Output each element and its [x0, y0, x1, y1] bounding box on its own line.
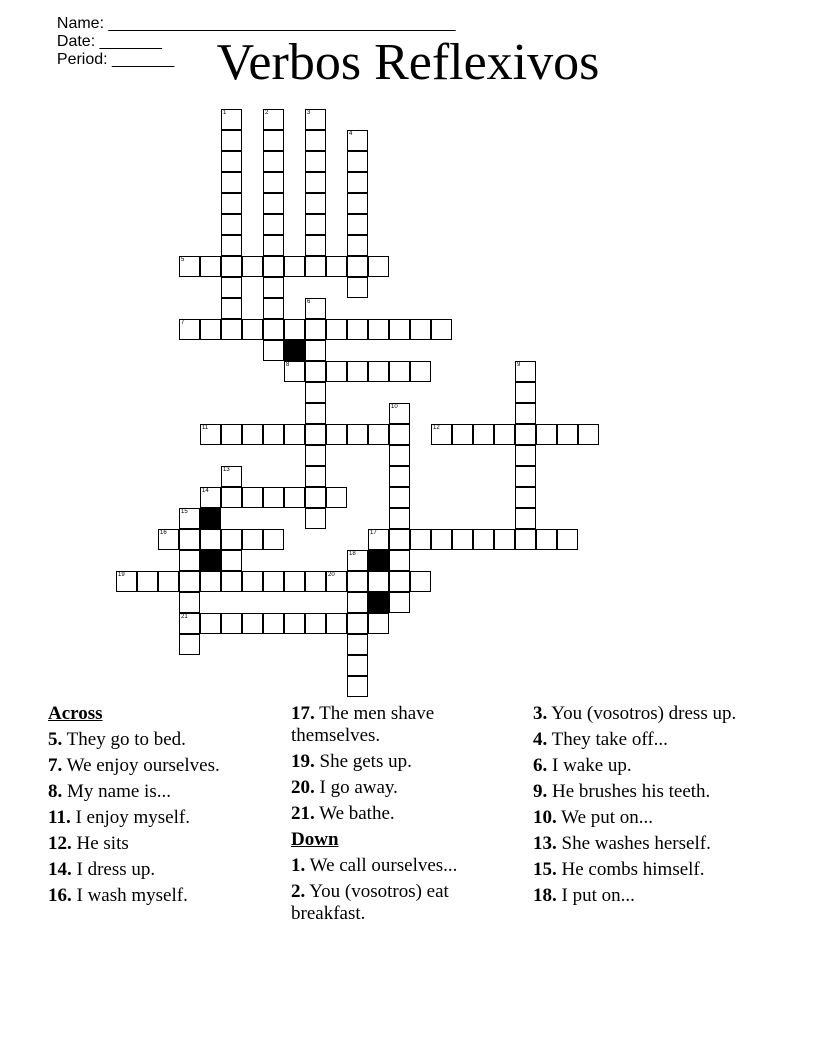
crossword-cell[interactable]: [158, 529, 179, 550]
crossword-cell[interactable]: [221, 613, 242, 634]
cell-number: 21: [181, 614, 188, 620]
crossword-cell[interactable]: [389, 592, 410, 613]
crossword-cell[interactable]: [431, 424, 452, 445]
cell-number: 15: [181, 509, 188, 515]
clue-number: 2.: [291, 881, 306, 902]
crossword-cell[interactable]: [347, 550, 368, 571]
crossword-cell[interactable]: [179, 613, 200, 634]
across-clue-list: [48, 729, 248, 907]
clue-item: [533, 807, 753, 829]
period-field-label: Period: _______: [56, 51, 175, 68]
crossword-cell[interactable]: [452, 424, 473, 445]
crossword-cell[interactable]: [179, 529, 200, 550]
clue-number: 13.: [533, 833, 557, 854]
clue-number: 10.: [533, 807, 557, 828]
clue-text: They take off...: [547, 729, 668, 750]
crossword-cell[interactable]: [557, 529, 578, 550]
clue-number: 5.: [48, 729, 63, 750]
cell-number: 9: [517, 362, 521, 368]
crossword-cell[interactable]: [242, 529, 263, 550]
crossword-cell[interactable]: [305, 109, 326, 130]
crossword-cell[interactable]: [305, 151, 326, 172]
crossword-cell[interactable]: [305, 424, 326, 445]
crossword-cell[interactable]: [263, 319, 284, 340]
clue-text: He combs himself.: [556, 859, 705, 880]
crossword-cell[interactable]: [347, 214, 368, 235]
cell-number: 8: [286, 362, 290, 368]
crossword-cell[interactable]: [221, 193, 242, 214]
crossword-cell[interactable]: [242, 256, 263, 277]
page-title: Verbos Reflexivos: [216, 34, 600, 91]
crossword-cell[interactable]: [221, 529, 242, 550]
crossword-cell[interactable]: [410, 571, 431, 592]
crossword-cell[interactable]: [347, 151, 368, 172]
clue-text: I wake up.: [547, 755, 632, 776]
crossword-cell[interactable]: [494, 529, 515, 550]
crossword-cell[interactable]: [326, 487, 347, 508]
clue-text: We enjoy ourselves.: [62, 755, 220, 776]
clue-item: [48, 755, 248, 777]
crossword-cell[interactable]: [263, 130, 284, 151]
cell-number: 17: [370, 530, 377, 536]
crossword-cell[interactable]: [368, 613, 389, 634]
crossword-cell[interactable]: [347, 361, 368, 382]
crossword-cell[interactable]: [200, 319, 221, 340]
cell-number: 4: [349, 131, 353, 137]
crossword-cell[interactable]: [284, 487, 305, 508]
cell-number: 10: [391, 404, 398, 410]
crossword-cell[interactable]: [473, 529, 494, 550]
clue-text: She gets up.: [314, 751, 412, 772]
cell-number: 13: [223, 467, 230, 473]
crossword-cell[interactable]: [242, 613, 263, 634]
crossword-cell[interactable]: [221, 424, 242, 445]
crossword-cell[interactable]: [242, 487, 263, 508]
crossword-cell[interactable]: [221, 298, 242, 319]
crossword-cell[interactable]: [158, 571, 179, 592]
crossword-cell[interactable]: [326, 319, 347, 340]
crossword-cell[interactable]: [305, 235, 326, 256]
crossword-cell[interactable]: [263, 424, 284, 445]
across-heading: Across: [48, 703, 103, 724]
crossword-cell[interactable]: [431, 529, 452, 550]
crossword-cell[interactable]: [137, 571, 158, 592]
clue-number: 6.: [533, 755, 548, 776]
cell-number: 11: [202, 425, 209, 431]
clue-item: [48, 729, 248, 751]
clue-number: 1.: [291, 855, 306, 876]
cell-number: 20: [328, 572, 335, 578]
clue-item: [48, 885, 248, 907]
crossword-cell[interactable]: [284, 361, 305, 382]
crossword-cell[interactable]: [221, 277, 242, 298]
crossword-cell[interactable]: [515, 529, 536, 550]
clue-text: He sits: [71, 833, 129, 854]
crossword-cell[interactable]: [389, 361, 410, 382]
crossword-cell[interactable]: [242, 571, 263, 592]
crossword-cell[interactable]: [284, 256, 305, 277]
crossword-cell[interactable]: [263, 214, 284, 235]
clue-text: You (vosotros) dress up.: [547, 703, 737, 724]
cell-number: 5: [181, 257, 185, 263]
crossword-cell[interactable]: [515, 508, 536, 529]
crossword-cell[interactable]: [389, 466, 410, 487]
clue-number: 18.: [533, 885, 557, 906]
crossword-cell[interactable]: [263, 613, 284, 634]
crossword-cell[interactable]: [515, 424, 536, 445]
crossword-cell[interactable]: [221, 319, 242, 340]
clue-item: [48, 859, 248, 881]
crossword-cell[interactable]: [557, 424, 578, 445]
clue-item: [291, 803, 501, 825]
crossword-cell[interactable]: [326, 571, 347, 592]
crossword-cell[interactable]: [200, 256, 221, 277]
cell-number: 3: [307, 110, 311, 116]
clue-number: 3.: [533, 703, 548, 724]
crossword-cell[interactable]: [200, 487, 221, 508]
clue-item: [291, 703, 501, 747]
crossword-cell[interactable]: [305, 319, 326, 340]
crossword-cell[interactable]: [347, 613, 368, 634]
clue-text: I enjoy myself.: [70, 807, 190, 828]
crossword-cell[interactable]: [200, 529, 221, 550]
crossword-block-cell: [200, 508, 221, 529]
crossword-cell[interactable]: [263, 529, 284, 550]
crossword-cell[interactable]: [305, 193, 326, 214]
crossword-cell[interactable]: [305, 256, 326, 277]
crossword-cell[interactable]: [221, 256, 242, 277]
crossword-cell[interactable]: [326, 424, 347, 445]
crossword-cell[interactable]: [305, 508, 326, 529]
clue-item: [291, 855, 501, 877]
crossword-cell[interactable]: [326, 256, 347, 277]
crossword-cell[interactable]: [347, 634, 368, 655]
clue-number: 11.: [48, 807, 71, 828]
clue-number: 21.: [291, 803, 315, 824]
clues-column-3: [533, 703, 753, 911]
crossword-cell[interactable]: [179, 256, 200, 277]
clue-number: 7.: [48, 755, 63, 776]
crossword-cell[interactable]: [305, 571, 326, 592]
cell-number: 19: [118, 572, 125, 578]
crossword-block-cell: [368, 592, 389, 613]
clue-item: [291, 751, 501, 773]
crossword-cell[interactable]: [515, 466, 536, 487]
crossword-cell[interactable]: [515, 487, 536, 508]
clue-text: They go to bed.: [62, 729, 186, 750]
crossword-cell[interactable]: [389, 550, 410, 571]
crossword-cell[interactable]: [263, 298, 284, 319]
crossword-cell[interactable]: [389, 319, 410, 340]
crossword-block-cell: [284, 340, 305, 361]
clue-text: I go away.: [314, 777, 398, 798]
crossword-cell[interactable]: [221, 466, 242, 487]
crossword-cell[interactable]: [368, 424, 389, 445]
down-heading: Down: [291, 829, 339, 850]
crossword-cell[interactable]: [305, 487, 326, 508]
crossword-block-cell: [200, 550, 221, 571]
crossword-cell[interactable]: [200, 571, 221, 592]
clue-text: He brushes his teeth.: [547, 781, 711, 802]
crossword-cell[interactable]: [200, 613, 221, 634]
crossword-cell[interactable]: [221, 235, 242, 256]
clue-text: She washes herself.: [556, 833, 711, 854]
clue-text: We bathe.: [314, 803, 395, 824]
clue-item: [291, 777, 501, 799]
crossword-cell[interactable]: [368, 529, 389, 550]
clue-item: [48, 781, 248, 803]
crossword-cell[interactable]: [305, 403, 326, 424]
crossword-cell[interactable]: [389, 424, 410, 445]
crossword-cell[interactable]: [179, 319, 200, 340]
clue-text: We call ourselves...: [305, 855, 458, 876]
clue-number: 4.: [533, 729, 548, 750]
crossword-cell[interactable]: [515, 445, 536, 466]
cell-number: 2: [265, 110, 269, 116]
crossword-cell[interactable]: [221, 571, 242, 592]
clue-item: [48, 833, 248, 855]
clue-item: [533, 885, 753, 907]
crossword-cell[interactable]: [368, 256, 389, 277]
crossword-cell[interactable]: [200, 424, 221, 445]
crossword-cell[interactable]: [263, 340, 284, 361]
clue-number: 9.: [533, 781, 548, 802]
crossword-cell[interactable]: [263, 277, 284, 298]
crossword-cell[interactable]: [179, 508, 200, 529]
clue-item: [533, 703, 753, 725]
crossword-cell[interactable]: [284, 319, 305, 340]
crossword-cell[interactable]: [347, 655, 368, 676]
clue-text: I dress up.: [71, 859, 156, 880]
crossword-cell[interactable]: [305, 466, 326, 487]
cell-number: 14: [202, 488, 209, 494]
crossword-cell[interactable]: [410, 319, 431, 340]
crossword-cell[interactable]: [263, 571, 284, 592]
crossword-cell[interactable]: [242, 424, 263, 445]
crossword-cell[interactable]: [515, 382, 536, 403]
crossword-cell[interactable]: [347, 319, 368, 340]
crossword-cell[interactable]: [305, 172, 326, 193]
crossword-cell[interactable]: [305, 361, 326, 382]
crossword-cell[interactable]: [431, 319, 452, 340]
crossword-cell[interactable]: [347, 424, 368, 445]
crossword-cell[interactable]: [368, 361, 389, 382]
crossword-cell[interactable]: [410, 529, 431, 550]
crossword-cell[interactable]: [305, 130, 326, 151]
clue-text: The men shave themselves.: [291, 703, 435, 746]
crossword-cell[interactable]: [221, 109, 242, 130]
crossword-cell[interactable]: [473, 424, 494, 445]
crossword-cell[interactable]: [179, 634, 200, 655]
clue-number: 8.: [48, 781, 63, 802]
name-field-label: Name: _______________________________________: [56, 15, 456, 32]
crossword-cell[interactable]: [347, 277, 368, 298]
crossword-cell[interactable]: [410, 361, 431, 382]
cell-number: 18: [349, 551, 356, 557]
crossword-cell[interactable]: [263, 109, 284, 130]
crossword-cell[interactable]: [263, 256, 284, 277]
crossword-cell[interactable]: [263, 172, 284, 193]
crossword-cell[interactable]: [347, 172, 368, 193]
crossword-cell[interactable]: [389, 571, 410, 592]
clues-column-1: [48, 703, 248, 911]
across-clue-list-continued: [291, 703, 501, 825]
clue-text: I put on...: [556, 885, 635, 906]
crossword-cell[interactable]: [284, 613, 305, 634]
crossword-cell[interactable]: [368, 571, 389, 592]
crossword-cell[interactable]: [305, 340, 326, 361]
crossword-cell[interactable]: [263, 235, 284, 256]
crossword-cell[interactable]: [347, 235, 368, 256]
clue-item: [533, 755, 753, 777]
crossword-cell[interactable]: [179, 550, 200, 571]
crossword-cell[interactable]: [221, 151, 242, 172]
cell-number: 16: [160, 530, 167, 536]
clue-item: [48, 807, 248, 829]
clue-text: We put on...: [556, 807, 654, 828]
crossword-cell[interactable]: [242, 319, 263, 340]
clue-text: My name is...: [62, 781, 171, 802]
crossword-cell[interactable]: [368, 319, 389, 340]
crossword-cell[interactable]: [284, 424, 305, 445]
crossword-cell[interactable]: [305, 298, 326, 319]
crossword-cell[interactable]: [389, 508, 410, 529]
clue-item: [533, 781, 753, 803]
clue-item: [533, 729, 753, 751]
crossword-cell[interactable]: [536, 424, 557, 445]
crossword-cell[interactable]: [221, 214, 242, 235]
crossword-cell[interactable]: [347, 571, 368, 592]
crossword-cell[interactable]: [263, 193, 284, 214]
clue-number: 15.: [533, 859, 557, 880]
crossword-cell[interactable]: [347, 256, 368, 277]
clue-number: 20.: [291, 777, 315, 798]
crossword-cell[interactable]: [389, 403, 410, 424]
crossword-cell[interactable]: [536, 529, 557, 550]
cell-number: 7: [181, 320, 185, 326]
cell-number: 1: [223, 110, 227, 116]
crossword-cell[interactable]: [389, 445, 410, 466]
clue-number: 14.: [48, 859, 72, 880]
crossword-cell[interactable]: [263, 151, 284, 172]
crossword-cell[interactable]: [494, 424, 515, 445]
crossword-cell[interactable]: [179, 571, 200, 592]
crossword-cell[interactable]: [326, 361, 347, 382]
cell-number: 12: [433, 425, 440, 431]
crossword-cell[interactable]: [347, 130, 368, 151]
crossword-cell[interactable]: [578, 424, 599, 445]
clue-text: You (vosotros) eat breakfast.: [291, 881, 449, 924]
crossword-cell[interactable]: [305, 382, 326, 403]
clue-number: 16.: [48, 885, 72, 906]
clue-number: 12.: [48, 833, 72, 854]
clues-column-2: [291, 703, 501, 929]
clue-item: [291, 881, 501, 925]
crossword-cell[interactable]: [284, 571, 305, 592]
crossword-cell[interactable]: [515, 403, 536, 424]
crossword-cell[interactable]: [347, 193, 368, 214]
crossword-cell[interactable]: [221, 487, 242, 508]
crossword-cell[interactable]: [347, 592, 368, 613]
crossword-cell[interactable]: [179, 592, 200, 613]
crossword-cell[interactable]: [221, 550, 242, 571]
crossword-cell[interactable]: [305, 445, 326, 466]
crossword-cell[interactable]: [116, 571, 137, 592]
crossword-cell[interactable]: [326, 613, 347, 634]
clue-number: 17.: [291, 703, 315, 724]
crossword-cell[interactable]: [389, 487, 410, 508]
down-clue-list: [291, 855, 501, 925]
crossword-cell[interactable]: [305, 613, 326, 634]
date-field-label: Date: _______: [56, 33, 162, 50]
crossword-cell[interactable]: [305, 214, 326, 235]
crossword-cell[interactable]: [347, 676, 368, 697]
crossword-cell[interactable]: [452, 529, 473, 550]
clue-item: [533, 859, 753, 881]
crossword-block-cell: [368, 550, 389, 571]
crossword-cell[interactable]: [515, 361, 536, 382]
down-clue-list-continued: [533, 703, 753, 907]
clue-number: 19.: [291, 751, 315, 772]
crossword-cell[interactable]: [389, 529, 410, 550]
crossword-cell[interactable]: [263, 487, 284, 508]
crossword-cell[interactable]: [221, 130, 242, 151]
cell-number: 6: [307, 299, 311, 305]
clue-item: [533, 833, 753, 855]
clue-text: I wash myself.: [71, 885, 188, 906]
crossword-cell[interactable]: [221, 172, 242, 193]
